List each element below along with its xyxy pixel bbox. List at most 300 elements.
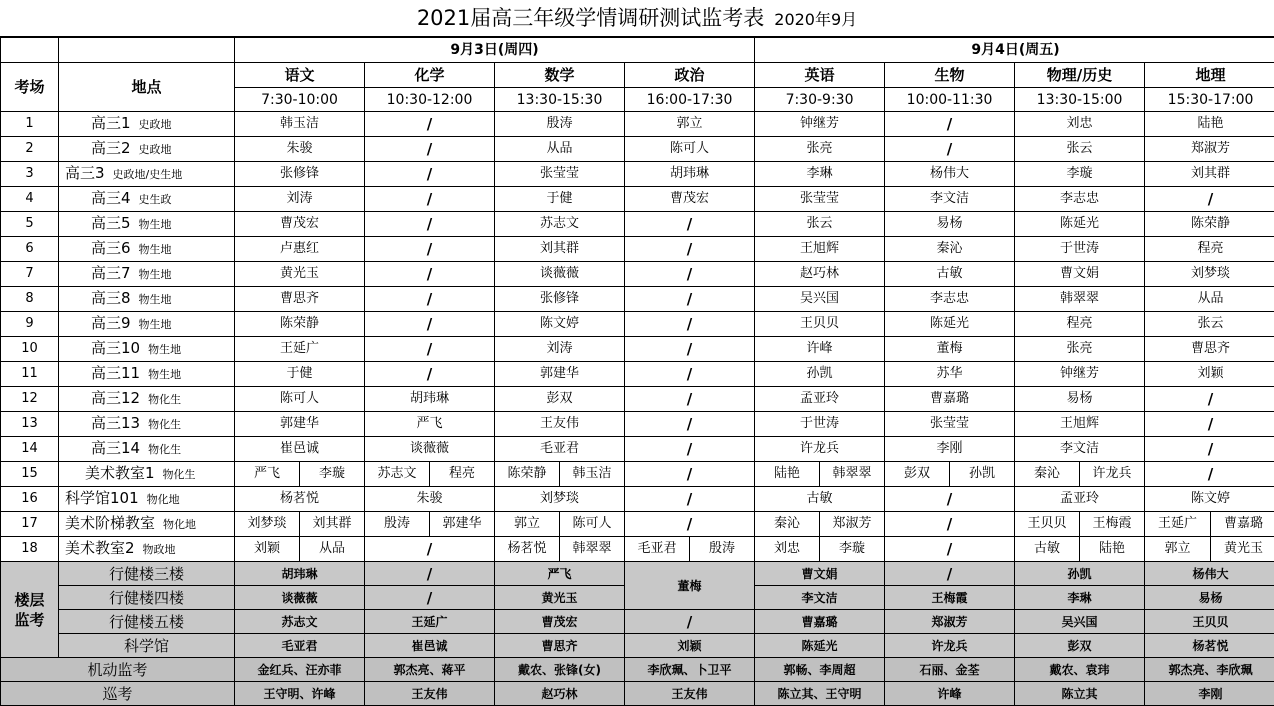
empty-slot: / [1145, 462, 1274, 487]
subject-header: 语文 [235, 63, 365, 88]
proctor-name: 殷涛 [365, 512, 430, 537]
room-name: 高三3 [65, 164, 105, 182]
empty-slot: / [885, 512, 1015, 537]
proctor-name: 刘梦琰 [495, 487, 625, 512]
room-subject-combo: 物化地 [147, 493, 180, 506]
proctor-name: 刘其群 [495, 237, 625, 262]
proctor-name: 胡玮琳 [235, 562, 365, 586]
room-subject-combo: 物生地 [139, 218, 172, 231]
proctor-name: 刘涛 [235, 187, 365, 212]
room-location [59, 387, 235, 412]
table-row [1, 512, 1274, 537]
proctor-name: 戴农、袁玮 [1015, 658, 1145, 682]
time-header: 15:30-17:00 [1145, 88, 1274, 112]
room-subject-combo: 史生政 [139, 193, 172, 206]
proctor-name: 刘颖 [1145, 362, 1274, 387]
proctor-name: 张修锋 [235, 162, 365, 187]
proctor-name: 秦沁 [1015, 462, 1080, 487]
room-name: 高三7 [91, 264, 131, 282]
empty-slot: / [625, 237, 755, 262]
time-header: 16:00-17:30 [625, 88, 755, 112]
room-name: 高三6 [91, 239, 131, 257]
room-location [59, 112, 235, 137]
proctor-name: 陈荣静 [1145, 212, 1274, 237]
proctor-name: 严飞 [365, 412, 495, 437]
room-location [59, 462, 235, 487]
table-row [1, 212, 1274, 237]
proctor-name: 黄光玉 [1211, 537, 1274, 562]
proctor-name: 孟亚玲 [1015, 487, 1145, 512]
table-row [1, 262, 1274, 287]
proctor-name: 陈可人 [560, 512, 625, 537]
time-header: 7:30-9:30 [755, 88, 885, 112]
table-row [1, 187, 1274, 212]
proctor-name: 王守明、许峰 [235, 682, 365, 706]
proctor-name: 王友伟 [495, 412, 625, 437]
room-location [59, 237, 235, 262]
corner-cell [59, 38, 235, 63]
proctor-name: 胡玮琳 [625, 162, 755, 187]
room-number: 14 [1, 437, 59, 462]
proctor-name: 张莹莹 [495, 162, 625, 187]
empty-slot: / [625, 437, 755, 462]
proctor-name: 赵巧林 [495, 682, 625, 706]
proctor-name: 钟继芳 [755, 112, 885, 137]
proctor-name: 从品 [300, 537, 365, 562]
proctor-name: 郭畅、李周超 [755, 658, 885, 682]
proctor-name: 李琳 [755, 162, 885, 187]
proctor-name: 刘颖 [625, 634, 755, 658]
room-location [59, 287, 235, 312]
proctor-name: 从品 [495, 137, 625, 162]
proctor-name: 张云 [1015, 137, 1145, 162]
proctor-name: 易杨 [1145, 586, 1274, 610]
proctor-name: 李琳 [1015, 586, 1145, 610]
room-location [59, 362, 235, 387]
room-number: 4 [1, 187, 59, 212]
room-name: 高三1 [91, 114, 131, 132]
empty-slot: / [885, 112, 1015, 137]
room-name: 高三2 [91, 139, 131, 157]
room-name: 高三12 [91, 389, 140, 407]
empty-slot: / [365, 137, 495, 162]
proctor-name: 曹茂宏 [235, 212, 365, 237]
floor-row [1, 634, 1274, 658]
location-header: 地点 [59, 63, 235, 112]
empty-slot: / [365, 112, 495, 137]
room-number: 15 [1, 462, 59, 487]
proctor-name: 程亮 [1145, 237, 1274, 262]
proctor-name: 王友伟 [365, 682, 495, 706]
proctor-name: 殷涛 [690, 537, 755, 562]
proctor-name: 戴农、张锋(女) [495, 658, 625, 682]
proctor-name: 孙凯 [950, 462, 1015, 487]
proctor-name: 李文洁 [755, 586, 885, 610]
proctor-name: 郭建华 [495, 362, 625, 387]
room-location [59, 437, 235, 462]
proctor-name: 刘颖 [235, 537, 300, 562]
proctor-name: 郭杰亮、蒋平 [365, 658, 495, 682]
proctor-name: 李文洁 [1015, 437, 1145, 462]
table-row [1, 162, 1274, 187]
proctor-name: 张亮 [1015, 337, 1145, 362]
proctor-name: 刘梦琰 [1145, 262, 1274, 287]
proctor-name: 王梅霞 [885, 586, 1015, 610]
title-text: 2021届高三年级学情调研测试监考表 [417, 6, 764, 30]
proctor-name: 苏华 [885, 362, 1015, 387]
empty-slot: / [365, 287, 495, 312]
room-subject-combo: 物生地 [139, 243, 172, 256]
empty-slot: / [365, 312, 495, 337]
table-row [1, 137, 1274, 162]
proctor-name: 王梅霞 [1080, 512, 1145, 537]
proctor-name: 郭立 [1145, 537, 1211, 562]
proctor-name: 殷涛 [495, 112, 625, 137]
proctor-name: 石丽、金荃 [885, 658, 1015, 682]
proctor-name: 曹茂宏 [625, 187, 755, 212]
proctor-name: 吴兴国 [1015, 610, 1145, 634]
proctor-name: 黄光玉 [235, 262, 365, 287]
floor-proctor-label: 楼层监考 [1, 562, 59, 658]
proctor-name: 苏志文 [495, 212, 625, 237]
room-subject-combo: 物化生 [148, 393, 181, 406]
proctor-name: 严飞 [495, 562, 625, 586]
proctor-name: 韩玉洁 [560, 462, 625, 487]
proctor-name: 韩翠翠 [560, 537, 625, 562]
proctor-name: 刘涛 [495, 337, 625, 362]
proctor-name: 严飞 [235, 462, 300, 487]
proctor-name: 黄光玉 [495, 586, 625, 610]
proctor-name: 李刚 [1145, 682, 1274, 706]
empty-slot: / [625, 512, 755, 537]
room-number: 11 [1, 362, 59, 387]
room-location [59, 137, 235, 162]
page-title [0, 0, 1274, 37]
room-subject-combo: 物化生 [163, 468, 196, 481]
proctor-name: 郭建华 [235, 412, 365, 437]
proctor-name: 张莹莹 [885, 412, 1015, 437]
proctor-name: 程亮 [1015, 312, 1145, 337]
time-header: 10:30-12:00 [365, 88, 495, 112]
proctor-name: 王旭辉 [1015, 412, 1145, 437]
empty-slot: / [625, 287, 755, 312]
empty-slot: / [625, 212, 755, 237]
room-subject-combo: 物生地 [139, 318, 172, 331]
room-subject-combo: 物生地 [148, 368, 181, 381]
room-number: 5 [1, 212, 59, 237]
proctor-name: 易杨 [1015, 387, 1145, 412]
room-location [59, 487, 235, 512]
proctor-name: 许龙兵 [1080, 462, 1145, 487]
proctor-name: 孙凯 [1015, 562, 1145, 586]
proctor-name: 孙凯 [755, 362, 885, 387]
room-subject-combo: 史政地 [139, 143, 172, 156]
proctor-name: 郭立 [625, 112, 755, 137]
proctor-name: 杨茗悦 [1145, 634, 1274, 658]
table-row [1, 412, 1274, 437]
proctor-name: 许龙兵 [755, 437, 885, 462]
table-row [1, 387, 1274, 412]
proctor-name: 王延广 [1145, 512, 1211, 537]
proctor-name: 杨伟大 [885, 162, 1015, 187]
proctor-name: 王贝贝 [1145, 610, 1274, 634]
mobile-label: 机动监考 [1, 658, 235, 682]
room-subject-combo: 物化生 [148, 443, 181, 456]
empty-slot: / [365, 337, 495, 362]
proctor-name: 曹思齐 [235, 287, 365, 312]
empty-slot: / [885, 562, 1015, 586]
proctor-name: 杨伟大 [1145, 562, 1274, 586]
proctor-name: 董梅 [885, 337, 1015, 362]
proctor-name: 谈薇薇 [365, 437, 495, 462]
room-subject-combo: 史政地/史生地 [113, 168, 183, 181]
proctor-name: 张亮 [755, 137, 885, 162]
proctor-name: 张云 [1145, 312, 1274, 337]
proctor-name: 崔邑诚 [235, 437, 365, 462]
proctor-name: 秦沁 [755, 512, 820, 537]
room-location [59, 537, 235, 562]
time-header: 7:30-10:00 [235, 88, 365, 112]
proctor-name: 杨茗悦 [235, 487, 365, 512]
subject-header: 化学 [365, 63, 495, 88]
proctor-name: 于健 [235, 362, 365, 387]
patrol-row [1, 682, 1274, 706]
room-location [59, 337, 235, 362]
corner-cell [1, 38, 59, 63]
proctor-name: 韩翠翠 [1015, 287, 1145, 312]
proctor-name: 卢惠红 [235, 237, 365, 262]
proctor-name: 郭建华 [430, 512, 495, 537]
room-location [59, 312, 235, 337]
room-subject-combo: 物生地 [139, 268, 172, 281]
proctor-name: 陈荣静 [495, 462, 560, 487]
proctor-name: 王贝贝 [755, 312, 885, 337]
room-number: 2 [1, 137, 59, 162]
time-header: 13:30-15:30 [495, 88, 625, 112]
proctor-name: 钟继芳 [1015, 362, 1145, 387]
patrol-label: 巡考 [1, 682, 235, 706]
room-number: 1 [1, 112, 59, 137]
floor-name: 行健楼五楼 [59, 610, 235, 634]
table-row [1, 487, 1274, 512]
proctor-name: 陈文婷 [495, 312, 625, 337]
day2-header: 9月4日(周五) [755, 38, 1274, 63]
proctor-name: 苏志文 [235, 610, 365, 634]
room-location [59, 512, 235, 537]
proctor-name: 于世涛 [1015, 237, 1145, 262]
room-number: 18 [1, 537, 59, 562]
mobile-row [1, 658, 1274, 682]
empty-slot: / [625, 412, 755, 437]
room-name: 高三9 [91, 314, 131, 332]
proctor-name: 毛亚君 [495, 437, 625, 462]
subject-header: 生物 [885, 63, 1015, 88]
room-name: 高三13 [91, 414, 140, 432]
proctor-name: 王延广 [365, 610, 495, 634]
subject-header: 英语 [755, 63, 885, 88]
proctor-name: 陈延光 [885, 312, 1015, 337]
room-number: 3 [1, 162, 59, 187]
table-row [1, 237, 1274, 262]
room-number: 9 [1, 312, 59, 337]
empty-slot: / [365, 212, 495, 237]
proctor-name: 陈立其 [1015, 682, 1145, 706]
floor-name: 科学馆 [59, 634, 235, 658]
day1-header: 9月3日(周四) [235, 38, 755, 63]
table-row [1, 312, 1274, 337]
proctor-name: 刘梦琰 [235, 512, 300, 537]
empty-slot: / [1145, 437, 1274, 462]
proctor-name: 古敏 [885, 262, 1015, 287]
proctor-name: 朱骏 [365, 487, 495, 512]
proctor-name: 王延广 [235, 337, 365, 362]
room-subject-combo: 史政地 [139, 118, 172, 131]
proctor-name: 杨茗悦 [495, 537, 560, 562]
room-name: 美术教室2 [65, 539, 135, 557]
room-number: 12 [1, 387, 59, 412]
floor-name: 行健楼三楼 [59, 562, 235, 586]
room-subject-combo: 物生地 [148, 343, 181, 356]
exam-room-header: 考场 [1, 63, 59, 112]
proctor-name: 郭立 [495, 512, 560, 537]
proctor-name: 郑淑芳 [1145, 137, 1274, 162]
table-row [1, 337, 1274, 362]
proctor-name: 陈可人 [625, 137, 755, 162]
proctor-name: 郑淑芳 [820, 512, 885, 537]
proctor-name: 曹嘉璐 [755, 610, 885, 634]
title-date: 2020年9月 [774, 10, 857, 29]
proctor-name: 彭双 [1015, 634, 1145, 658]
proctor-name: 陆艳 [1145, 112, 1274, 137]
proctor-name: 赵巧林 [755, 262, 885, 287]
room-number: 17 [1, 512, 59, 537]
proctor-name: 从品 [1145, 287, 1274, 312]
table-row [1, 287, 1274, 312]
proctor-name: 谈薇薇 [495, 262, 625, 287]
empty-slot: / [885, 487, 1015, 512]
table-row [1, 462, 1274, 487]
proctor-name: 张莹莹 [755, 187, 885, 212]
room-location [59, 412, 235, 437]
floor-name: 行健楼四楼 [59, 586, 235, 610]
proctor-name: 李刚 [885, 437, 1015, 462]
room-name: 美术阶梯教室 [65, 514, 155, 532]
empty-slot: / [625, 487, 755, 512]
proctor-name: 陈可人 [235, 387, 365, 412]
proctor-name: 许峰 [885, 682, 1015, 706]
room-name: 美术教室1 [85, 464, 155, 482]
proctor-name: 李璇 [820, 537, 885, 562]
proctor-name: 曹文娟 [755, 562, 885, 586]
empty-slot: / [1145, 187, 1274, 212]
subject-header: 数学 [495, 63, 625, 88]
proctor-name: 吴兴国 [755, 287, 885, 312]
proctor-name: 古敏 [1015, 537, 1080, 562]
room-number: 7 [1, 262, 59, 287]
room-subject-combo: 物生地 [139, 293, 172, 306]
proctor-name: 许峰 [755, 337, 885, 362]
proctor-name: 曹思齐 [495, 634, 625, 658]
proctor-name: 刘其群 [300, 512, 365, 537]
room-location [59, 162, 235, 187]
proctor-name: 朱骏 [235, 137, 365, 162]
room-name: 高三4 [91, 189, 131, 207]
empty-slot: / [365, 537, 495, 562]
proctor-name: 李璇 [1015, 162, 1145, 187]
proctor-name: 韩翠翠 [820, 462, 885, 487]
proctor-name: 陈立其、王守明 [755, 682, 885, 706]
room-name: 高三11 [91, 364, 140, 382]
empty-slot: / [625, 610, 755, 634]
proctor-name: 孟亚玲 [755, 387, 885, 412]
proctor-name: 毛亚君 [235, 634, 365, 658]
room-name: 高三14 [91, 439, 140, 457]
empty-slot: / [365, 362, 495, 387]
empty-slot: / [625, 387, 755, 412]
proctor-name: 曹茂宏 [495, 610, 625, 634]
proctor-name: 李欣珮、卜卫平 [625, 658, 755, 682]
proctor-name: 李志忠 [885, 287, 1015, 312]
empty-slot: / [365, 562, 495, 586]
proctor-name: 郭杰亮、李欣珮 [1145, 658, 1274, 682]
proctor-name: 陈延光 [755, 634, 885, 658]
empty-slot: / [625, 362, 755, 387]
proctor-name: 陈荣静 [235, 312, 365, 337]
proctor-name: 曹思齐 [1145, 337, 1274, 362]
proctor-name: 于健 [495, 187, 625, 212]
proctor-name: 胡玮琳 [365, 387, 495, 412]
proctor-name: 郑淑芳 [885, 610, 1015, 634]
table-row [1, 437, 1274, 462]
room-number: 8 [1, 287, 59, 312]
proctor-name: 陈文婷 [1145, 487, 1274, 512]
empty-slot: / [365, 262, 495, 287]
schedule-table [0, 37, 1274, 706]
floor-row [1, 562, 1274, 586]
proctor-name: 古敏 [755, 487, 885, 512]
room-location [59, 262, 235, 287]
proctor-name: 易杨 [885, 212, 1015, 237]
room-subject-combo: 物化生 [148, 418, 181, 431]
proctor-name: 陆艳 [1080, 537, 1145, 562]
proctor-name: 曹嘉璐 [885, 387, 1015, 412]
time-header: 13:30-15:00 [1015, 88, 1145, 112]
proctor-name: 金红兵、汪亦菲 [235, 658, 365, 682]
empty-slot: / [885, 537, 1015, 562]
proctor-name: 于世涛 [755, 412, 885, 437]
room-subject-combo: 物政地 [143, 543, 176, 556]
room-location [59, 212, 235, 237]
proctor-name: 谈薇薇 [235, 586, 365, 610]
proctor-name: 王贝贝 [1015, 512, 1080, 537]
proctor-name: 张修锋 [495, 287, 625, 312]
empty-slot: / [365, 187, 495, 212]
proctor-name: 刘其群 [1145, 162, 1274, 187]
proctor-name: 秦沁 [885, 237, 1015, 262]
proctor-name: 韩玉洁 [235, 112, 365, 137]
proctor-name: 曹文娟 [1015, 262, 1145, 287]
empty-slot: / [625, 262, 755, 287]
room-number: 16 [1, 487, 59, 512]
proctor-name: 毛亚君 [625, 537, 690, 562]
proctor-name: 曹嘉璐 [1211, 512, 1274, 537]
subject-header: 政治 [625, 63, 755, 88]
room-subject-combo: 物化地 [163, 518, 196, 531]
room-number: 6 [1, 237, 59, 262]
proctor-name: 董梅 [625, 562, 755, 610]
empty-slot: / [365, 162, 495, 187]
proctor-name: 彭双 [495, 387, 625, 412]
